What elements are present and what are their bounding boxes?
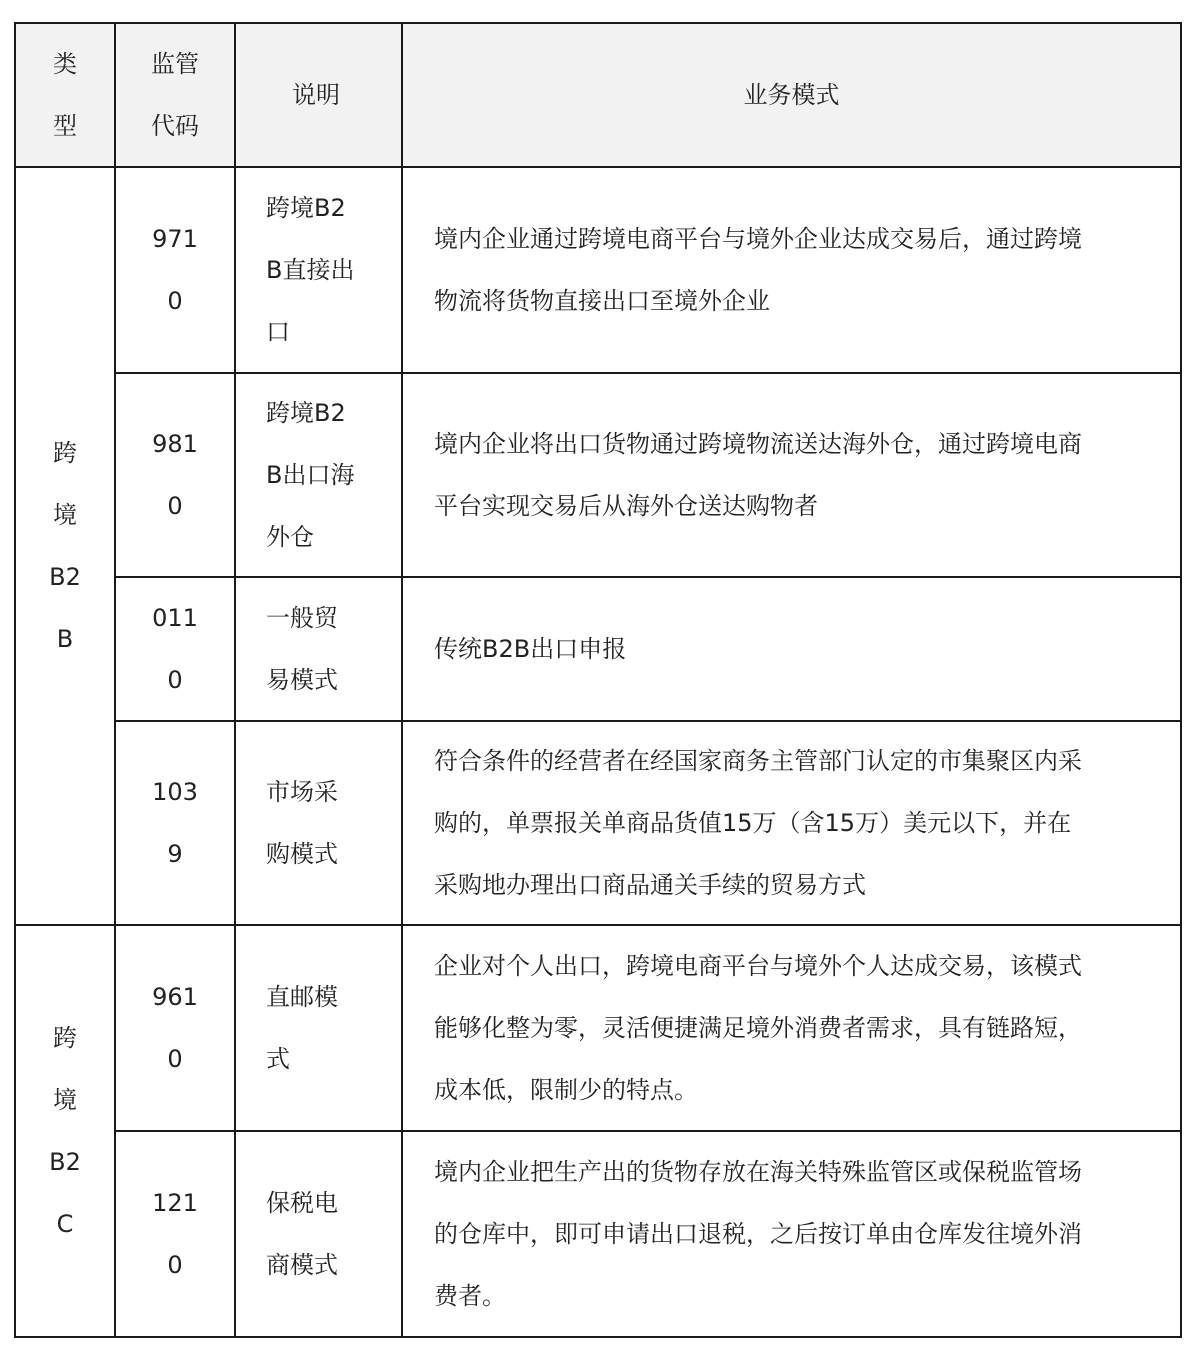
header-mode: 业务模式 (402, 23, 1181, 167)
desc-cell: 跨境B2 B出口海 外仓 (235, 373, 402, 577)
code-cell: 011 0 (115, 577, 235, 721)
header-code: 监管 代码 (115, 23, 235, 167)
mode-cell: 境内企业将出口货物通过跨境物流送达海外仓，通过跨境电商 平台实现交易后从海外仓送达购物者 (402, 373, 1181, 577)
table-row (15, 167, 1181, 373)
table-row (15, 577, 1181, 721)
group-label-b2b: 跨 境 B2 B (15, 167, 115, 925)
desc-cell: 市场采 购模式 (235, 721, 402, 925)
mode-cell: 境内企业通过跨境电商平台与境外企业达成交易后，通过跨境 物流将货物直接出口至境外企业 (402, 167, 1181, 373)
header-desc: 说明 (235, 23, 402, 167)
table-row (15, 721, 1181, 925)
table-row (15, 1131, 1181, 1337)
mode-cell: 符合条件的经营者在经国家商务主管部门认定的市集聚区内采 购的，单票报关单商品货值15万（含15万）美元以下，并在 采购地办理出口商品通关手续的贸易方式 (402, 721, 1181, 925)
header-type: 类 型 (15, 23, 115, 167)
code-cell: 981 0 (115, 373, 235, 577)
desc-cell: 一般贸 易模式 (235, 577, 402, 721)
mode-cell: 企业对个人出口，跨境电商平台与境外个人达成交易，该模式 能够化整为零，灵活便捷满足境外消费者需求，具有链路短， 成本低，限制少的特点。 (402, 925, 1181, 1131)
table-row (15, 925, 1181, 1131)
desc-cell: 跨境B2 B直接出 口 (235, 167, 402, 373)
code-cell: 971 0 (115, 167, 235, 373)
code-cell: 121 0 (115, 1131, 235, 1337)
customs-mode-table (14, 22, 1182, 1338)
table-header-row (15, 23, 1181, 167)
mode-cell: 境内企业把生产出的货物存放在海关特殊监管区或保税监管场 的仓库中，即可申请出口退税，之后按订单由仓库发往境外消 费者。 (402, 1131, 1181, 1337)
mode-cell: 传统B2B出口申报 (402, 577, 1181, 721)
table-row (15, 373, 1181, 577)
code-cell: 961 0 (115, 925, 235, 1131)
desc-cell: 直邮模 式 (235, 925, 402, 1131)
code-cell: 103 9 (115, 721, 235, 925)
desc-cell: 保税电 商模式 (235, 1131, 402, 1337)
group-label-b2c: 跨 境 B2 C (15, 925, 115, 1337)
